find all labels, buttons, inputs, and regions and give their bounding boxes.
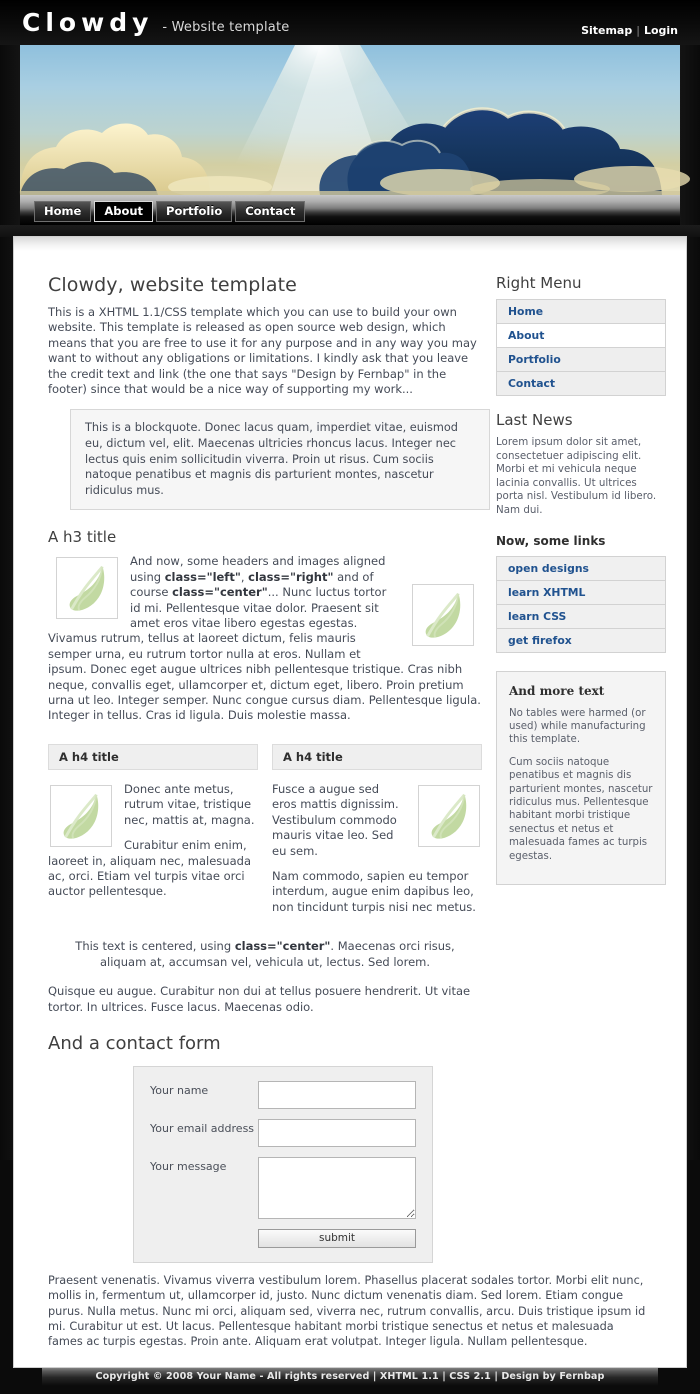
centered-paragraph xyxy=(66,939,464,970)
leaf-icon-glyph xyxy=(60,561,114,615)
bottom-text-block xyxy=(14,1263,686,1367)
email-input[interactable] xyxy=(258,1119,416,1147)
submit-spacer xyxy=(150,1229,258,1248)
class-right-code: class="right" xyxy=(248,569,334,584)
list-item[interactable] xyxy=(497,629,665,653)
h3-para-mid1: , xyxy=(240,569,249,584)
main-navigation xyxy=(20,195,680,225)
class-center-code: class="center" xyxy=(172,585,268,600)
blockquote xyxy=(70,409,490,510)
h4-left-p1: Donec ante metus, rutrum vitae, tristique nec, mattis at, magna. xyxy=(124,781,255,827)
h3-para-mid2: and of course xyxy=(130,569,374,600)
submit-button[interactable]: submit xyxy=(258,1229,416,1248)
centered-class-code: class="center" xyxy=(234,939,331,954)
site-tagline: - Website template xyxy=(162,20,290,35)
h4-right-body xyxy=(272,782,482,925)
last-news-title: Last News xyxy=(496,411,573,429)
site-logo: Clowdy xyxy=(22,8,154,37)
nav-item-contact[interactable]: Contact xyxy=(235,201,305,222)
intro-paragraph: This is a XHTML 1.1/CSS template which you can use to build your own website. This template is released as open source web design, which means that you are free to use it for any purpose and in any way you may want to without any obligations or limitations. I kindly ask that you leave the credit text and link (the one that says "Design by Fernbap" in the footer) since that would be a nice way of supporting my work... xyxy=(48,305,477,397)
nav-item-portfolio[interactable]: Portfolio xyxy=(156,201,232,222)
cloudy-sky-banner-icon xyxy=(20,45,680,195)
sidebar-link-about[interactable]: About xyxy=(497,324,665,347)
sidebar-menu xyxy=(496,299,666,396)
content-shell xyxy=(14,237,686,1367)
after-center-paragraph: Quisque eu augue. Curabitur non dui at tellus posuere hendrerit. Ut vitae tortor. In ultrices. Fusce lacus. Maecenas odio. xyxy=(48,984,471,1014)
nav-item-about[interactable]: About xyxy=(94,201,153,222)
h3-section-title: A h3 title xyxy=(48,528,117,547)
list-item[interactable] xyxy=(497,557,665,581)
nav-underline xyxy=(0,225,700,237)
leaf-icon-glyph xyxy=(422,789,476,843)
contact-form-title: And a contact form xyxy=(48,1032,221,1054)
list-item[interactable] xyxy=(497,581,665,605)
link-open-designs[interactable]: open designs xyxy=(497,557,665,580)
form-row-email xyxy=(150,1119,418,1147)
sidebar xyxy=(482,259,666,1263)
list-item[interactable] xyxy=(497,605,665,629)
contact-form xyxy=(133,1066,433,1263)
h3-section-body xyxy=(48,554,482,733)
centered-post: . Maecenas orci risus, aliquam at, accumsan vel, vehicula ut, lectus. Sed lorem. xyxy=(100,939,455,969)
form-row-submit xyxy=(150,1229,418,1248)
site-footer xyxy=(42,1367,658,1386)
leaf-icon-glyph xyxy=(416,588,470,642)
shell-top-gradient xyxy=(14,237,686,251)
leaf-icon xyxy=(50,785,112,847)
banner-image xyxy=(20,45,680,195)
panel-paragraph-1: No tables were harmed (or used) while manufacturing this template. xyxy=(509,707,646,746)
leaf-icon-glyph xyxy=(54,789,108,843)
blockquote-text: This is a blockquote. Donec lacus quam, imperdiet vitae, euismod eu, dictum vel, elit. Maecenas ultricies rhoncus lacus. Integer nec lectus quis enim sollicitudin viverra. Proin ut risus. Cum sociis natoque penatibus et magnis dis parturient montes, nascetur ridiculus mus. xyxy=(85,421,458,497)
page-title: Clowdy, website template xyxy=(48,274,297,296)
form-row-name xyxy=(150,1081,418,1109)
login-link[interactable]: Login xyxy=(643,24,678,37)
sidebar-panel xyxy=(496,671,666,885)
h4-right-p1: Fusce a augue sed eros mattis dignissim. Vestibulum commodo mauris vitae leo. Sed eu sem. xyxy=(272,781,399,858)
sidebar-links-list xyxy=(496,556,666,653)
content-columns xyxy=(14,251,686,1263)
message-textarea[interactable] xyxy=(258,1157,416,1219)
email-label: Your email address xyxy=(150,1121,255,1135)
brand xyxy=(0,8,289,37)
h4-title-right: A h4 title xyxy=(272,744,482,770)
link-learn-xhtml[interactable]: learn XHTML xyxy=(497,581,665,604)
leaf-icon xyxy=(412,584,474,646)
footer-text: Copyright © 2008 Your Name - All rights reserved | XHTML 1.1 | CSS 2.1 | Design by Fernbap xyxy=(95,1371,605,1383)
class-left-code: class="left" xyxy=(164,569,241,584)
sidebar-link-portfolio[interactable]: Portfolio xyxy=(497,348,665,371)
h3-para-pre: And now, some headers and images aligned using xyxy=(130,554,386,584)
sidebar-item-home[interactable] xyxy=(497,300,665,324)
panel-paragraph-2: Cum sociis natoque penatibus et magnis dis parturient montes, nascetur ridiculus mus. Pellentesque habitant morbi tristique senectus et netus et malesuada fames ac turpis egestas. xyxy=(509,756,653,862)
name-label: Your name xyxy=(150,1083,209,1097)
sidebar-item-contact[interactable] xyxy=(497,372,665,396)
h4-column-right xyxy=(272,744,482,925)
last-news-text: Lorem ipsum dolor sit amet, consectetuer adipiscing elit. Morbi et mi vehicula neque lacinia convallis. Ut ultrices porta nisl. Vestibulum id libero. Nam dui. xyxy=(496,436,657,516)
sidebar-item-portfolio[interactable] xyxy=(497,348,665,372)
h4-title-left: A h4 title xyxy=(48,744,258,770)
h3-para-post: ... Nunc luctus tortor id mi. Pellentesque vitae dolor. Praesent sit amet eros vitae libero egestas egestas. Vivamus rutrum, tellus at laoreet dictum, felis mauris semper urna, eu rutrum tortor nulla at eros. Nullam et ipsum. Donec eget augue ultrices nibh pellentesque tristique. Cras nibh neque, convallis eget, ullamcorper et, dictum eget, libero. Proin pretium urna ut leo. Integer semper. Nunc congue cursus diam. Pellentesque ligula. Integer in tellus. Cras id ligula. Duis molestie massa. xyxy=(48,585,481,723)
header-links xyxy=(581,24,678,37)
h4-left-p2: Curabitur enim enim, laoreet in, aliquam nec, malesuada ac, orci. Etiam vel turpis vitae orci auctor pellentesque. xyxy=(48,838,251,899)
leaf-icon xyxy=(418,785,480,847)
footer-spacer xyxy=(0,1386,700,1394)
sidebar-link-home[interactable]: Home xyxy=(497,300,665,323)
form-row-message xyxy=(150,1157,418,1219)
sitemap-link[interactable]: Sitemap xyxy=(581,24,633,37)
h4-left-body xyxy=(48,782,258,910)
link-get-firefox[interactable]: get firefox xyxy=(497,629,665,652)
name-input[interactable] xyxy=(258,1081,416,1109)
nav-item-home[interactable]: Home xyxy=(34,201,91,222)
h4-column-left xyxy=(48,744,258,925)
leaf-icon xyxy=(56,557,118,619)
h4-two-column-block xyxy=(48,744,482,925)
header-link-separator: | xyxy=(636,24,640,37)
sidebar-menu-title: Right Menu xyxy=(496,274,582,292)
bottom-paragraph: Praesent venenatis. Vivamus viverra vestibulum lorem. Phasellus placerat sodales tortor. Morbi elit nunc, mollis in, fermentum ut, ullamcorper id, justo. Nunc dictum venenatis diam. Sed lorem. Etiam congue purus. Nulla metus. Nunc mi orci, aliquam sed, viverra nec, rutrum convallis, arcu. Duis tristique ipsum id mi. Curabitur ut est. Ut lacus. Pellentesque habitant morbi tristique senectus et netus et malesuada fames ac turpis egestas. Proin ante. Aliquam erat volutpat. Integer ligula. Nullam pellentesque. xyxy=(48,1273,646,1349)
panel-title: And more text xyxy=(509,683,605,698)
links-title: Now, some links xyxy=(496,533,606,548)
main-content xyxy=(14,259,482,1263)
site-header xyxy=(0,0,700,45)
h4-right-p2: Nam commodo, sapien eu tempor interdum, augue enim dapibus leo, non tincidunt turpis nisi nec metus. xyxy=(272,868,476,914)
sidebar-item-about[interactable] xyxy=(497,324,665,348)
sidebar-link-contact[interactable]: Contact xyxy=(497,372,665,395)
link-learn-css[interactable]: learn CSS xyxy=(497,605,665,628)
centered-pre: This text is centered, using xyxy=(75,939,235,954)
message-label: Your message xyxy=(150,1159,227,1173)
